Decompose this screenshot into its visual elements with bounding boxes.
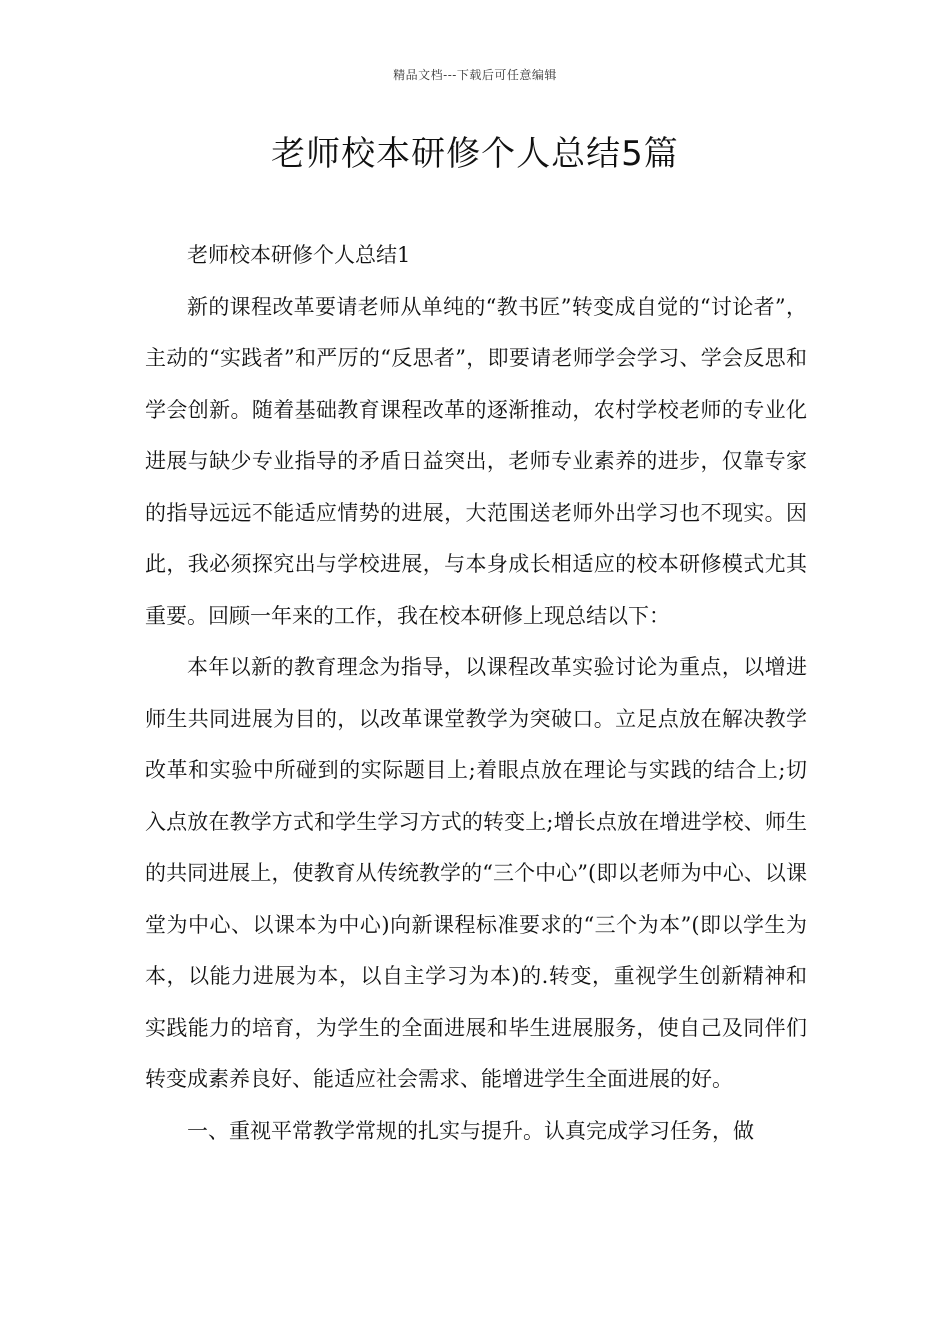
- document-body: [145, 230, 807, 1157]
- document-title: 老师校本研修个人总结5篇: [271, 134, 679, 174]
- section-heading: 老师校本研修个人总结1: [187, 243, 411, 267]
- paragraph: 新的课程改革要请老师从单纯的“教书匠”转变成自觉的“讨论者”，主动的“实践者”和严厉的“反思者”，即要请老师学会学习、学会反思和学会创新。随着基础教育课程改革的逐渐推动，农村学校老师的专业化进展与缺少专业指导的矛盾日益突出，老师专业素养的进步，仅靠专家的指导远远不能适应情势的进展，大范围送老师外出学习也不现实。因此，我必须探究出与学校进展，与本身成长相适应的校本研修模式尤其重要。回顾一年来的工作，我在校本研修上现总结以下：: [145, 294, 807, 628]
- header-note: 精品文档---下载后可任意编辑: [393, 68, 557, 82]
- paragraph: 一、重视平常教学常规的扎实与提升。认真完成学习任务，做: [187, 1118, 754, 1143]
- paragraph: 本年以新的教育理念为指导，以课程改革实验讨论为重点，以增进师生共同进展为目的，以改革课堂教学为突破口。立足点放在解决教学改革和实验中所碰到的实际题目上;着眼点放在理论与实践的结合上;切入点放在教学方式和学生学习方式的转变上;增长点放在增进学校、师生的共同进展上，使教育从传统教学的“三个中心”(即以老师为中心、以课堂为中心、以课本为中心)向新课程标准要求的“三个为本”(即以学生为本，以能力进展为本，以自主学习为本)的.转变，重视学生创新精神和实践能力的培育，为学生的全面进展和毕生进展服务，使自己及同伴们转变成素养良好、能适应社会需求、能增进学生全面进展的好。: [145, 655, 807, 1091]
